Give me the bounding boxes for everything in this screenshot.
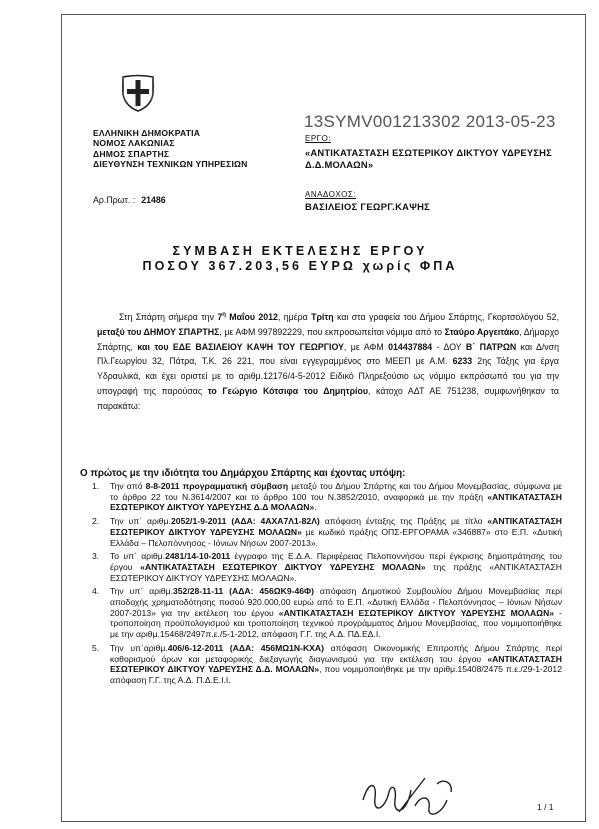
greek-coat-of-arms-icon	[121, 74, 155, 112]
project-title: «ΑΝΤΙΚΑΤΑΣΤΑΣΗ ΕΣΩΤΕΡΙΚΟΥ ΔΙΚΤΥΟΥ ΥΔΡΕΥΣΗΣ Δ.Δ.ΜΟΛΑΩΝ»	[305, 147, 552, 170]
text-run: 6233	[452, 356, 473, 367]
text-run: Την υπ΄αριθμ.	[110, 642, 168, 653]
list-item	[92, 481, 562, 513]
text-run: Την υπ΄ αριθμ.	[110, 586, 173, 597]
text-run: 2052/1-9-2011	[170, 516, 227, 527]
text-run: «ΑΝΤΙΚΑΤΑΣΤΑΣΗ ΕΣΩΤΕΡΙΚΟΥ ΔΙΚΤΥΟΥ ΥΔΡΕΥΣΗΣ Δ.Δ. ΜΟΛΑΩΝ»	[110, 653, 562, 675]
text-run: (ΑΔΑ: 4ΑΧΑ7Λ1-82Λ)	[231, 516, 320, 527]
protocol-number	[93, 195, 166, 205]
text-run: «ΑΝΤΙΚΑΤΑΣΤΑΣΗ ΕΣΩΤΕΡΙΚΟΥ ΔΙΚΤΥΟΥ ΥΔΡΕΥΣΗΣ ΜΟΛΑΩΝ»	[110, 516, 563, 537]
text-run: 406/6-12-2011	[167, 642, 224, 653]
text-run: (ΑΔΑ: 456ΜΩ1Ν-ΚΧΑ)	[229, 642, 324, 653]
text-run	[223, 643, 230, 653]
authority-line: ΕΛΛΗΝΙΚΗ ΔΗΜΟΚΡΑΤΙΑ	[93, 128, 201, 138]
text-run: η	[222, 312, 226, 318]
text-run: , με ΑΦΜ 997892229, που εκπροσωπείται νόμιμα από το	[219, 326, 445, 337]
item-number: 3.	[92, 551, 100, 562]
contract-amount: ΠΟΣΟΥ 367.203,56 ΕΥΡΩ χωρίς ΦΠΑ	[142, 259, 458, 273]
text-run: Την υπ΄ αριθμ.	[110, 516, 171, 527]
project-label: ΕΡΓΟ:	[305, 134, 332, 143]
text-run: - ΔΟΥ	[432, 341, 466, 352]
text-run: , με ΑΦΜ	[343, 341, 389, 352]
text-run: και στα γραφεία του Δήμου Σπάρτης, Γκορτσολόγου 52,	[333, 311, 560, 322]
text-run: , κάτοχο ΑΔΤ ΑΕ 751238, συμφωνήθηκαν τα παρακάτω:	[97, 385, 559, 411]
authority-line: ΔΗΜΟΣ ΣΠΑΡΤΗΣ	[93, 148, 170, 159]
text-run: το Γεώργιο Κότσιφα του Δημητρίου	[207, 385, 368, 396]
text-run: Τρίτη	[311, 311, 334, 322]
text-run: «ΑΝΤΙΚΑΤΑΣΤΑΣΗ ΕΣΩΤΕΡΙΚΟΥ ΔΙΚΤΥΟΥ ΥΔΡΕΥΣΗΣ ΜΟΛΑΩΝ»	[140, 561, 426, 572]
page-number: 1 / 1	[537, 802, 554, 812]
item-text	[110, 481, 562, 512]
item-text	[110, 586, 562, 639]
item-number: 4.	[92, 586, 100, 597]
list-item	[92, 586, 562, 640]
text-run: - τροποποίηση προϋπολογισμού και τροποποίηση τεχνικού προγράμματος Δήμου Μονεμβασίας, που νομιμοποιήθηκε με την αριθμ.15468/2497π.ε./5-1-2012, απόφαση Γ.Γ. της Α.Δ. ΠΔ.ΕΔ.Ι.	[110, 607, 563, 640]
authority-line: ΔΙΕΥΘΥΝΣΗ ΤΕΧΝΙΚΩΝ ΥΠΗΡΕΣΙΩΝ	[93, 159, 248, 170]
authority-line: ΝΟΜΟΣ ΛΑΚΩΝΙΑΣ	[93, 138, 175, 149]
text-run: της πράξης «ΑΝΤΙΚΑΤΑΣΤΑΣΗ ΕΣΩΤΕΡΙΚΟΥ ΔΙΚΤΥΟΥ ΥΔΡΕΥΣΗΣ ΜΟΛΑΩΝ».	[110, 561, 562, 583]
intro-paragraph	[97, 308, 559, 414]
text-run: Σταύρο Αργειτάκο	[444, 326, 520, 337]
text-run: 2ης Τάξης για έργα Υδραυλικά, και έχει οριστεί με το αριθμ.12176/4-5-2012 Ειδικό Πληρεξούσιο ως νόμιμο εκπρόσωπό του για την υπογραφή της παρούσας	[97, 356, 559, 396]
text-run: απόφαση ένταξης της Πράξης με τίτλο	[319, 516, 488, 527]
item-text	[110, 643, 562, 685]
text-run: 014437884	[388, 341, 433, 352]
text-run: με κωδικό πράξης ΟΠΣ-ΕΡΓΟΡΑΜΑ «346887» στο Ε.Π. «Δυτική Ελλάδα – Πελοπόννησος - Ιόνιων Νήσων 2007-2013».	[110, 526, 562, 548]
protocol-label: Αρ.Πρωτ. :	[93, 195, 136, 205]
item-text	[110, 516, 562, 547]
signatures-icon	[355, 770, 465, 825]
text-run: 2481/14-10-2011	[165, 551, 231, 562]
text-run: , που νομιμοποιήθηκε με την αριθμ.15408/2475 π.ε./29-1-2012 απόφαση Γ.Γ. της Α.Δ. Π.Δ.Ε.Ι.Ι.	[110, 664, 562, 685]
item-number: 2.	[92, 516, 100, 527]
text-run: έγγραφο της Ε.Δ.Α. Περιφέρειας Πελοποννήσου περί έγκρισης δημοπράτησης του έργου	[110, 551, 562, 572]
text-run: απόφαση Οικονομικής Επιτροπής Δήμου Σπάρτης περί καθορισμού όρων και μεταφορικής διεξαγωγής διαγωνισμού για την εκτέλεση του έργου	[110, 642, 562, 664]
text-run: Στη Σπάρτη σήμερα την	[119, 311, 218, 322]
protocol-value: 21486	[141, 195, 166, 205]
text-run: «ΑΝΤΙΚΑΤΑΣΤΑΣΗ ΕΣΩΤΕΡΙΚΟΥ ΔΙΚΤΥΟΥ ΥΔΡΕΥΣΗΣ Δ.Δ ΜΟΛΑΩΝ»	[110, 491, 562, 513]
text-run: .	[314, 502, 317, 513]
list-item	[92, 551, 562, 583]
text-run: «ΑΝΤΙΚΑΤΑΣΤΑΣΗ ΕΣΩΤΕΡΙΚΟΥ ΔΙΚΤΥΟΥ ΥΔΡΕΥΣΗΣ ΜΟΛΑΩΝ»	[278, 607, 555, 618]
text-run: και του ΕΔΕ ΒΑΣΙΛΕΙΟΥ ΚΑΨΗ ΤΟΥ ΓΕΩΡΓΙΟΥ	[137, 341, 344, 352]
contractor-label: ΑΝΑΔΟΧΟΣ:	[305, 190, 357, 199]
text-run: , ημέρα	[277, 311, 312, 322]
list-item	[92, 516, 562, 548]
contractor-name: ΒΑΣΙΛΕΙΟΣ ΓΕΩΡΓ.ΚΑΨΗΣ	[305, 201, 431, 212]
issuing-authority	[93, 128, 283, 170]
item-text	[110, 551, 562, 582]
considering-heading: Ο πρώτος με την ιδιότητα του Δημάρχου Σπάρτης και έχοντας υπόψη:	[80, 468, 406, 479]
text-run: , Δήμαρχο Σπάρτης,	[97, 326, 559, 352]
text-run: και Δ/νση Πλ.Γεωργίου 32, Πάτρα, Τ.Κ. 26 221, που είναι εγγεγραμμένος στο ΜΕΕΠ με Α.Μ.	[97, 341, 559, 367]
registry-stamp: 13SYMV001213302 2013-05-23	[304, 112, 556, 131]
text-run: μεταξύ του ΔΗΜΟΥ ΣΠΑΡΤΗΣ	[97, 326, 220, 337]
item-number: 1.	[92, 481, 100, 491]
text-run: 352/28-11-11	[172, 586, 224, 597]
text-run: Μαΐου 2012	[225, 311, 278, 322]
considerations-list	[92, 481, 562, 689]
list-item	[92, 643, 562, 686]
item-number: 5.	[92, 642, 100, 653]
text-run: Το υπ΄ αριθμ.	[110, 551, 166, 562]
text-run: Β΄ ΠΑΤΡΩΝ	[465, 341, 517, 352]
text-run: απόφαση Δημοτικού Συμβουλίου Δήμου Μονεμβασίας περί αποδοχής χρηματοδότησης ποσού 920.000,00 ευρώ από το Ε.Π. «Δυτική Ελλάδα - Πελοπόννησος – Ιόνιων Νήσων 2007-2013» για την εκτέλεση του έργου	[110, 586, 562, 618]
text-run: μεταξύ του Δήμου Σπάρτης και του Δήμου Μονεμβασίας, σύμφωνα με το άρθρο 22 του Ν.3614/2007 και το άρθρο 100 του Ν.3852/2010, αναφορικά με την πράξη	[110, 481, 562, 502]
text-run: (ΑΔΑ: 456ΩΚ9-46Φ)	[229, 586, 314, 597]
text-run: 7	[217, 311, 223, 322]
text-run: 8-8-2011 προγραμματική σύμβαση	[145, 481, 289, 491]
contract-title: ΣΥΜΒΑΣΗ ΕΚΤΕΛΕΣΗΣ ΕΡΓΟΥ	[172, 244, 428, 258]
text-run: Την από	[110, 481, 146, 491]
